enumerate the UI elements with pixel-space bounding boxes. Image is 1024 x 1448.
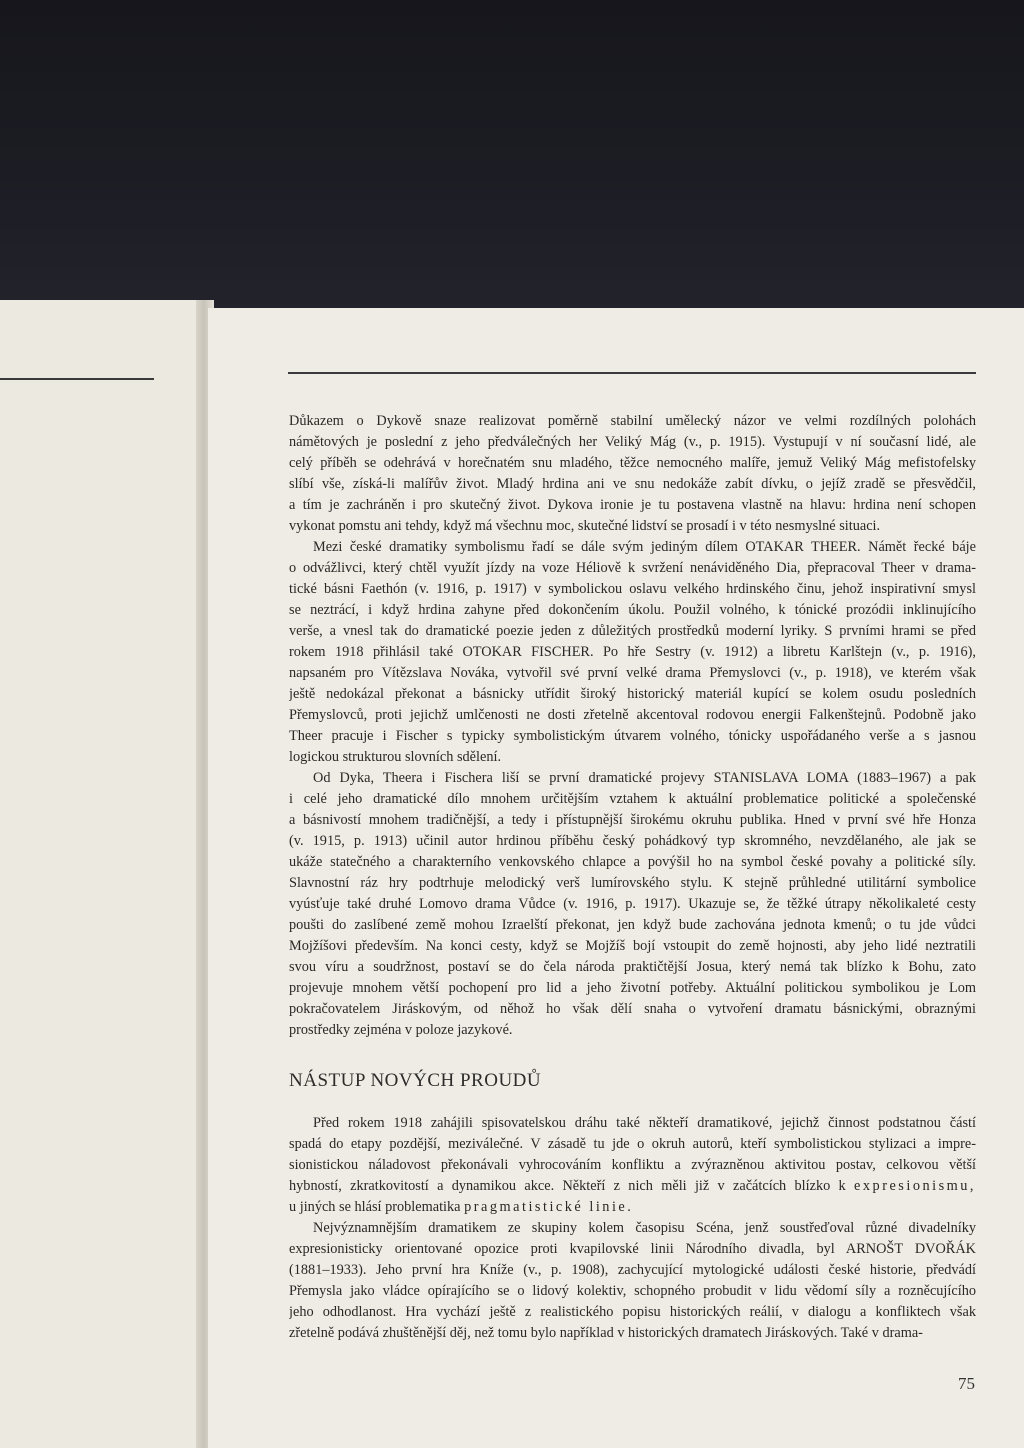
text-fragment: hybností, zkratkovitostí a dynamikou akce. Někteří z nich měli již v začátcích blízko k — [289, 1178, 846, 1194]
text-line: se neztrácí, i když hrdina zahyne před dokončením úkolu. Použil volného, k tónické prozódii inklinujícího — [289, 602, 976, 618]
paragraph — [289, 411, 976, 537]
text-line: Theer pracuje i Fischer s typicky symbolistickým útvarem volného, tónicky uspořádaného verše a s jasnou — [289, 728, 976, 744]
text-line: Mojžíšovi především. Na konci cesty, když se Mojžíš bojí vstoupit do země hojnosti, aby jeho lidé neztratili — [289, 938, 976, 954]
paragraph — [289, 768, 976, 1041]
text-line: ukáže statečného a charakterního venkovského chlapce a povýšil ho na symbol české povahy a politické síly. — [289, 854, 976, 870]
text-line: svou víru a soudržnost, postaví se do čela národa praktičtější Josua, který nemá tak blízko k Bohu, zato — [289, 959, 976, 975]
text-line: projevuje mnohem větší pochopení pro lid a jeho životní potřeby. Aktuální politickou symbolikou je Lom — [289, 980, 976, 996]
text-line — [289, 1176, 976, 1197]
text-line: pokračovatelem Jiráskovým, od něhož ho však dělí snaha o vytvoření dramatu básnickými, obraznými — [289, 1001, 976, 1017]
left-page — [0, 300, 200, 1448]
text-line — [289, 1197, 976, 1218]
page-number: 75 — [958, 1374, 975, 1393]
text-line: slíbí vše, získá-li malířův život. Mladý hrdina ani ve snu nedokáže zabít dívku, o jejíž zradě se přesvědčil, — [289, 476, 976, 492]
section-heading: NÁSTUP NOVÝCH PROUDŮ — [289, 1070, 542, 1091]
text-line: poušti do zaslíbené země mohou Izraelští překonat, jen když bude zachována jednota kmenů; o tu jde vůdci — [289, 917, 976, 933]
text-line: (v. 1915, p. 1913) učinil autor hrdinou příběhu český pohádkový typ skromného, nevzdělaného, ale jak se — [289, 833, 976, 849]
text-line: zřetelně podává zhuštěnější děj, než tomu bylo například v historických dramatech Jiráskových. Také v drama- — [289, 1325, 923, 1341]
text-line: Mezi české dramatiky symbolismu řadí se dále svým jediným dílem OTAKAR THEER. Námět řecké báje — [313, 539, 976, 555]
text-line: logickou strukturou slovních sdělení. — [289, 749, 502, 765]
text-line: verše, a vnesl tak do dramatické poezie jeden z důležitých prostředků moderní lyriky. S prvními hrami se před — [289, 623, 976, 639]
text-line: Důkazem o Dykově snaze realizovat poměrně stabilní umělecký názor ve velmi rozdílných polohách — [289, 413, 976, 429]
spaced-term: expresionismu, — [854, 1178, 976, 1194]
text-line: prostředky zejména v poloze jazykové. — [289, 1022, 513, 1038]
text-line: a tím je zachráněn i pro skutečný život. Dykova ironie je tu postavena vlastně na hlavu: hrdina není schopen — [289, 497, 976, 513]
text-line: napsaném pro Vítězslava Nováka, vytvořil své první velké drama Přemyslovci (v., p. 1918), ve kterém však — [289, 665, 976, 681]
paragraph — [289, 1218, 976, 1344]
text-line: vykonat pomstu ani tehdy, když má všechnu moc, skutečné lidství se prosadí i v této nesmyslné situaci. — [289, 518, 881, 534]
right-page-top-rule — [288, 372, 976, 374]
text-line: Přemyslovců, proti jejichž umlčenosti ne dosti zřetelně akcentoval rodovou energii Falkenštejnů. Podobně jako — [289, 707, 976, 723]
paragraph — [289, 537, 976, 768]
text-line: (1881–1933). Jeho první hra Kníže (v., p. 1908), zachycující mytologické události české historie, předvádí — [289, 1262, 976, 1278]
text-line: vyúsťuje také druhé Lomovo drama Vůdce (v. 1916, p. 1917). Ukazuje se, že těžké útrapy několikaleté cesty — [289, 896, 976, 912]
text-line: expresionisticky orientované opozice proti kvapilovské linii Národního divadla, byl ARNOŠT DVOŘÁK — [289, 1241, 976, 1257]
text-line: Slavnostní ráz hry podtrhuje melodický verš lumírovského stylu. K stejně průhledné utilitární symbolice — [289, 875, 976, 891]
text-line: celý příběh se odehrává v horečnatém snu mladého, těžce nemocného malíře, jemuž Veliký Mág mefistofelsky — [289, 455, 976, 471]
dark-background — [0, 0, 1024, 312]
text-line: rokem 1918 přihlásil také OTOKAR FISCHER. Po hře Sestry (v. 1912) a libretu Karlštejn (v., p. 1916), — [289, 644, 976, 660]
text-line: sionistickou náladovost překonávali vyhrocováním konfliktu a zvýrazněnou aktivitou postav, celkovou větší — [289, 1157, 976, 1173]
text-line: námětových je poslední z jeho předválečných her Veliký Mág (v., p. 1915). Vystupují v ní současní lidé, ale — [289, 434, 976, 450]
main-text-column — [289, 411, 976, 1041]
section-text-column — [289, 1113, 976, 1344]
text-line: i celé jeho dramatické dílo mnohem určitějším vztahem k aktuální problematice politické a společenské — [289, 791, 976, 807]
text-line: Od Dyka, Theera i Fischera liší se první dramatické projevy STANISLAVA LOMA (1883–1967) a pak — [313, 770, 976, 786]
text-fragment: u jiných se hlásí problematika — [289, 1199, 461, 1215]
spaced-term: pragmatistické linie. — [464, 1199, 634, 1215]
text-line: ještě nedokázal překonat a básnicky utřídit široký historický materiál kupící se kolem osudu posledních — [289, 686, 976, 702]
text-line: spadá do etapy pozdější, meziválečné. V zásadě tu jde o okruh autorů, kteří symbolistickou stylizaci a impre- — [289, 1136, 976, 1152]
text-line: Přemysla jako vládce opírajícího se o lidový kolektiv, schopného probudit v lidu vědomí síly a rozněcujícího — [289, 1283, 976, 1299]
text-line: Před rokem 1918 zahájili spisovatelskou dráhu také někteří dramatikové, jejichž činnost podstatnou částí — [313, 1115, 976, 1131]
text-line: a básnivostí mnohem tradičnější, a tedy i přístupnější širokému okruhu publika. Hned v první své hře Honza — [289, 812, 976, 828]
text-line: tické básni Faethón (v. 1916, p. 1917) v symbolickou oslavu velkého hrdinského činu, jehož inspirativní smysl — [289, 581, 976, 597]
text-line: Nejvýznamnějším dramatikem ze skupiny kolem časopisu Scéna, jenž soustřeďoval různé divadelníky — [313, 1220, 976, 1236]
text-line: o odvážlivci, který chtěl využít jízdy na voze Héliově k svržení nenáviděného Dia, přepracoval Theer v drama- — [289, 560, 976, 576]
left-page-top-rule — [0, 378, 154, 380]
text-line: jeho odhodlanost. Hra vychází ještě z realistického popisu historických reálií, v dialogu a konfliktech však — [289, 1304, 976, 1320]
